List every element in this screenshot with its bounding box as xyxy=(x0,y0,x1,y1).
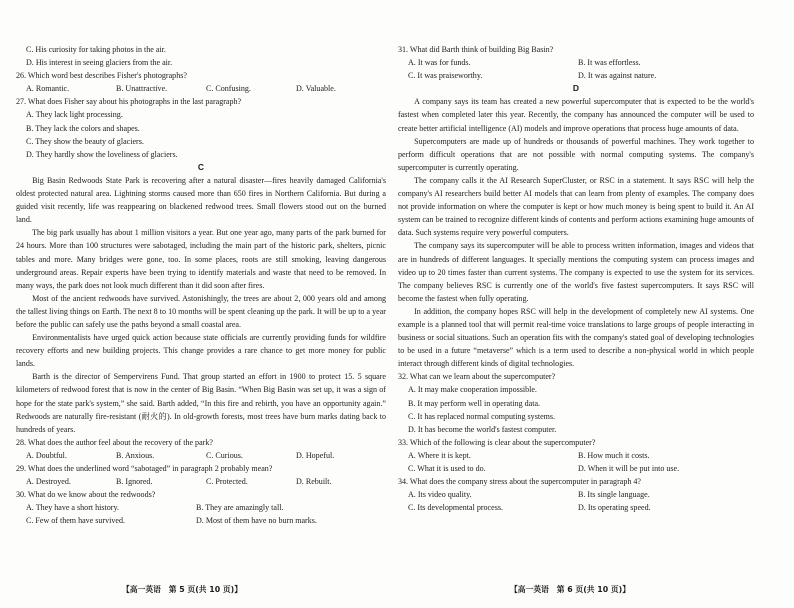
page-footer-right: 【高一英语 第 6 页(共 10 页)】 xyxy=(510,585,631,594)
q31-stem: 31. What did Barth think of building Big Basin? xyxy=(398,45,554,54)
q32-option-d: D. It has become the world's fastest computer. xyxy=(408,424,557,434)
passage-c-paragraph-1: Big Basin Redwoods State Park is recovering after a natural disaster—fires heavily damaged California's oldest protected natural area. Lightning storms caused more than 650 fires in Northern California. But during a guided visit recently, life was reappearing on blackened redwood trees. Small flowers stood out on the burned land. xyxy=(16,175,386,225)
q34-stem: 34. What does the company stress about the supercomputer in paragraph 4? xyxy=(398,477,641,487)
q29-option-a: A. Destroyed. xyxy=(26,477,71,487)
q34-option-c: C. Its developmental process. xyxy=(408,503,503,513)
q25-option-c: C. His curiosity for taking photos in the air. xyxy=(26,45,166,54)
page-footer-left: 【高一英语 第 5 页(共 10 页)】 xyxy=(122,585,243,594)
q32-option-a: A. It may make cooperation impossible. xyxy=(408,385,537,395)
q26-option-a: A. Romantic. xyxy=(26,84,70,94)
q31-options xyxy=(398,56,754,82)
q25-option-d: D. His interest in seeing glaciers from the air. xyxy=(26,58,173,68)
q32-stem: 32. What can we learn about the supercomputer? xyxy=(398,372,556,382)
q29-option-c: C. Protected. xyxy=(206,477,248,487)
q30-stem: 30. What do we know about the redwoods? xyxy=(16,490,156,500)
q27-stem: 27. What does Fisher say about his photographs in the last paragraph? xyxy=(16,97,242,107)
q33-option-c: C. What it is used to do. xyxy=(408,464,486,473)
q31-option-b: B. It was effortless. xyxy=(578,58,641,68)
q29-option-b: B. Ignored. xyxy=(116,477,153,487)
q30-options xyxy=(16,501,386,527)
passage-d-paragraph-3: The company calls it the AI Research SuperCluster, or RSC in a statement. It says RSC will help the company's AI researchers build better AI models that can learn from plenty of examples. The company does not provide information on where the computer is kept or how much money is being spent to build it. An AI system can be trained to recognize different kinds of contents and perform actions examining huge amounts of data. Such systems require very powerful computers. xyxy=(398,175,754,238)
section-d-heading: D xyxy=(572,83,580,94)
q26-stem: 26. Which word best describes Fisher's photographs? xyxy=(16,71,187,81)
q33-options xyxy=(398,449,754,475)
q27-option-a: A. They lack light processing. xyxy=(26,110,123,120)
q31-option-a: A. It was for funds. xyxy=(408,58,471,68)
q33-option-d: D. When it will be put into use. xyxy=(578,464,680,473)
q26-options xyxy=(16,82,386,95)
q27-option-d: D. They hardly show the loveliness of glaciers. xyxy=(26,149,178,159)
passage-c-paragraph-3: Most of the ancient redwoods have survived. Astonishingly, the trees are about 2, 000 years old and among the tallest living things on Earth. The next 8 to 10 months will be spent cleaning up the park. It will be up to a year before the public can safely use the paths beyond a small coastal area. xyxy=(16,293,386,329)
q28-option-b: B. Anxious. xyxy=(116,450,155,460)
passage-d-paragraph-2: Supercomputers are made up of hundreds or thousands of powerful machines. They work together to perform difficult operations that are not possible with normal computing systems. The company's supercomputer is currently operating. xyxy=(398,136,754,172)
q34-options xyxy=(398,488,754,514)
q28-option-a: A. Doubtful. xyxy=(26,450,67,460)
left-page xyxy=(16,43,386,527)
q32-option-b: B. It may perform well in operating data. xyxy=(408,398,541,408)
q28-options xyxy=(16,449,386,462)
q32-option-c: C. It has replaced normal computing systems. xyxy=(408,411,556,421)
q26-option-b: B. Unattractive. xyxy=(116,84,168,94)
q26-option-c: C. Confusing. xyxy=(206,84,251,94)
passage-d-paragraph-5: In addition, the company hopes RSC will help in the development of completely new AI systems. One example is a planned tool that will permit real-time voice translations to large groups of people interacting in business or social situations. Such an operation fits with the company's stated goal of developing technologies to be used in a future “metaverse” which is a term used to describe a non-physical world in which people interact through different kinds of digital technologies. xyxy=(398,306,754,369)
q33-stem: 33. Which of the following is clear about the supercomputer? xyxy=(398,437,596,447)
q31-option-c: C. It was praiseworthy. xyxy=(408,71,483,81)
q33-option-a: A. Where it is kept. xyxy=(408,450,471,460)
q28-option-d: D. Hopeful. xyxy=(296,450,335,460)
q34-option-d: D. Its operating speed. xyxy=(578,503,651,513)
q26-option-d: D. Valuable. xyxy=(296,84,336,94)
q28-stem: 28. What does the author feel about the recovery of the park? xyxy=(16,437,213,447)
passage-c-paragraph-2: The big park usually has about 1 million visitors a year. But one year ago, many parts of the park burned for 24 hours. More than 100 structures were sabotaged, including the main part of the historic park, shelters, picnic tables and more. Many bridges were gone, too. In some places, roots are still smoking, leaving dangerous underground areas. Repair experts have been trying to identify materials and waste that need to be removed. In many ways, the park does not look much different than it did soon after fires. xyxy=(16,228,386,290)
section-c-heading: C xyxy=(197,161,205,172)
q29-options xyxy=(16,475,386,488)
q29-option-d: D. Rebuilt. xyxy=(296,477,332,487)
q27-option-c: C. They show the beauty of glaciers. xyxy=(26,136,144,146)
q34-option-b: B. Its single language. xyxy=(578,490,650,500)
q33-option-b: B. How much it costs. xyxy=(578,450,650,460)
q28-option-c: C. Curious. xyxy=(206,450,243,460)
q27-option-b: B. They lack the colors and shapes. xyxy=(26,123,140,133)
passage-d-paragraph-4: The company says its supercomputer will be able to process written information, images and videos that are in hundreds of different languages. It specially mentions the computing system can process images and video up to 20 times faster than current systems. The company is expected to use the system for its services. The company believes RSC is currently one of the world's five fastest supercomputers. It says RSC will become the fastest when fully operating. xyxy=(398,241,754,303)
q30-option-a: A. They have a short history. xyxy=(26,503,119,513)
q30-option-c: C. Few of them have survived. xyxy=(26,516,126,526)
passage-c-paragraph-4: Environmentalists have urged quick action because state officials are currently providing funds for wildfire recovery efforts and new building projects. This change provides a rare chance to get more money for public lands. xyxy=(16,333,386,369)
q34-option-a: A. Its video quality. xyxy=(408,490,472,500)
passage-d-paragraph-1: A company says its team has created a new powerful supercomputer that is expected to be the world's fastest when completed later this year. Recently, the company has announced the computer will be used to create better artificial intelligence (AI) models and improve operations that process huge amounts of data. xyxy=(398,97,754,133)
q29-stem: 29. What does the underlined word “sabotaged” in paragraph 2 probably mean? xyxy=(16,464,273,473)
q30-option-b: B. They are amazingly tall. xyxy=(196,503,284,513)
q31-option-d: D. It was against nature. xyxy=(578,71,657,81)
q30-option-d: D. Most of them have no burn marks. xyxy=(196,516,317,526)
passage-c-paragraph-5: Barth is the director of Sempervirens Fund. That group started an effort in 1900 to protect 15. 5 square kilometers of redwood forest that is now in the center of Big Basin. “When Big Basin was set up, it was a sign of hope for the state park's system,” she said. Barth added, “In this fire and rebirth, you have an opportunity again.” Redwoods are naturally fire-resistant (耐火的). In old-growth forests, most trees have burn marks dating back to hundreds of years. xyxy=(16,372,386,434)
right-page xyxy=(398,43,754,514)
